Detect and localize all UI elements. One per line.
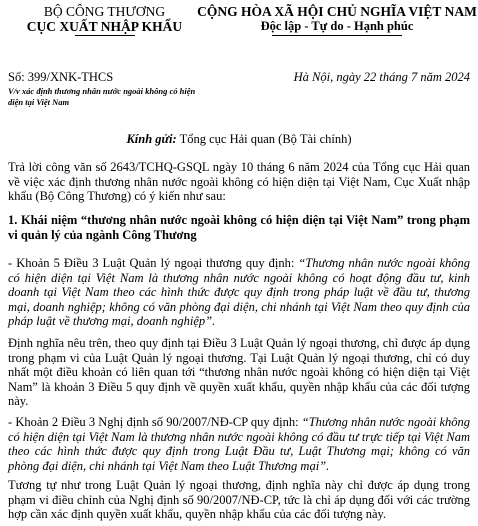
agency-name: CỤC XUẤT NHẬP KHẨU — [26, 19, 183, 34]
paragraph-law-lead: - Khoản 5 Điều 3 Luật Quản lý ngoại thương quy định: — [8, 256, 299, 270]
paragraph-intro: Trả lời công văn số 2643/TCHQ-GSQL ngày 10 tháng 6 năm 2024 của Tổng cục Hải quan về việc xác định thương nhân nước ngoài không có hiện diện tại Việt Nam, Cục Xuất nhập khẩu (Bộ Công Thương) có ý kiến như sau: — [8, 160, 470, 203]
national-header — [196, 4, 478, 36]
paragraph-law-quote: “Thương nhân nước ngoài không có hiện diện tại Việt Nam là thương nhân nước ngoài không có hoạt động đầu tư, kinh doanh tại Việt Nam theo các hình thức được quy định trong pháp luật về đầu tư, thương mại, doanh nghiệp; không có văn phòng đại diện, chi nhánh tại Việt Nam theo quy định của pháp luật về thương mại, doanh nghiệp”. — [8, 256, 470, 328]
motto-underline — [272, 35, 402, 36]
paragraph-law-scope: Định nghĩa nêu trên, theo quy định tại Điều 3 Luật Quản lý ngoại thương, chỉ được áp dụng trong phạm vi của Luật Quản lý ngoại thương. Tại Luật Quản lý ngoại thương, chỉ có duy nhất một điều khoản có liên quan tới “thương nhân nước ngoài không có hiện diện tại Việt Nam” là khoản 3 Điều 5 quy định về quyền xuất khẩu, quyền nhập khẩu của các đối tượng này. — [8, 336, 470, 408]
paragraph-law-definition — [8, 256, 470, 329]
recipient-line — [0, 132, 478, 147]
recipient-name: Tổng cục Hải quan (Bộ Tài chính) — [176, 132, 352, 146]
republic-title: CỘNG HÒA XÃ HỘI CHỦ NGHĨA VIỆT NAM — [197, 4, 477, 19]
section-heading-1: 1. Khái niệm “thương nhân nước ngoài không có hiện diện tại Việt Nam” trong phạm vi quản lý của ngành Công Thương — [8, 213, 470, 242]
document-subject: V/v xác định thương nhân nước ngoài không có hiện diện tại Việt Nam — [8, 86, 196, 107]
national-motto: Độc lập - Tự do - Hạnh phúc — [260, 19, 414, 33]
ministry-name: BỘ CÔNG THƯƠNG — [43, 4, 166, 19]
agency-underline — [75, 35, 135, 36]
recipient-label: Kính gửi: — [126, 132, 177, 146]
paragraph-decree-definition — [8, 415, 470, 473]
paragraph-decree-quote: “Thương nhân nước ngoài không có hiện diện tại Việt Nam là thương nhân nước ngoài không có đầu tư trực tiếp tại Việt Nam theo các hình thức được quy định trong Luật Đầu tư, Luật Thương mại; không có văn phòng đại diện, chi nhánh tại Việt Nam theo Luật Thương mại”. — [8, 415, 470, 473]
paragraph-decree-lead: - Khoản 2 Điều 3 Nghị định số 90/2007/NĐ-CP quy định: — [8, 415, 302, 429]
paragraph-decree-scope: Tương tự như trong Luật Quản lý ngoại thương, định nghĩa này chỉ được áp dụng trong phạm vi điều chỉnh của Nghị định số 90/2007/NĐ-CP, tức là chỉ áp dụng đối với các trường hợp cần xác định quyền xuất khẩu, quyền nhập khẩu của các đối tượng này. — [8, 478, 470, 521]
document-number: Số: 399/XNK-THCS — [8, 70, 114, 84]
issuer-header — [12, 4, 197, 36]
place-date: Hà Nội, ngày 22 tháng 7 năm 2024 — [293, 70, 470, 84]
